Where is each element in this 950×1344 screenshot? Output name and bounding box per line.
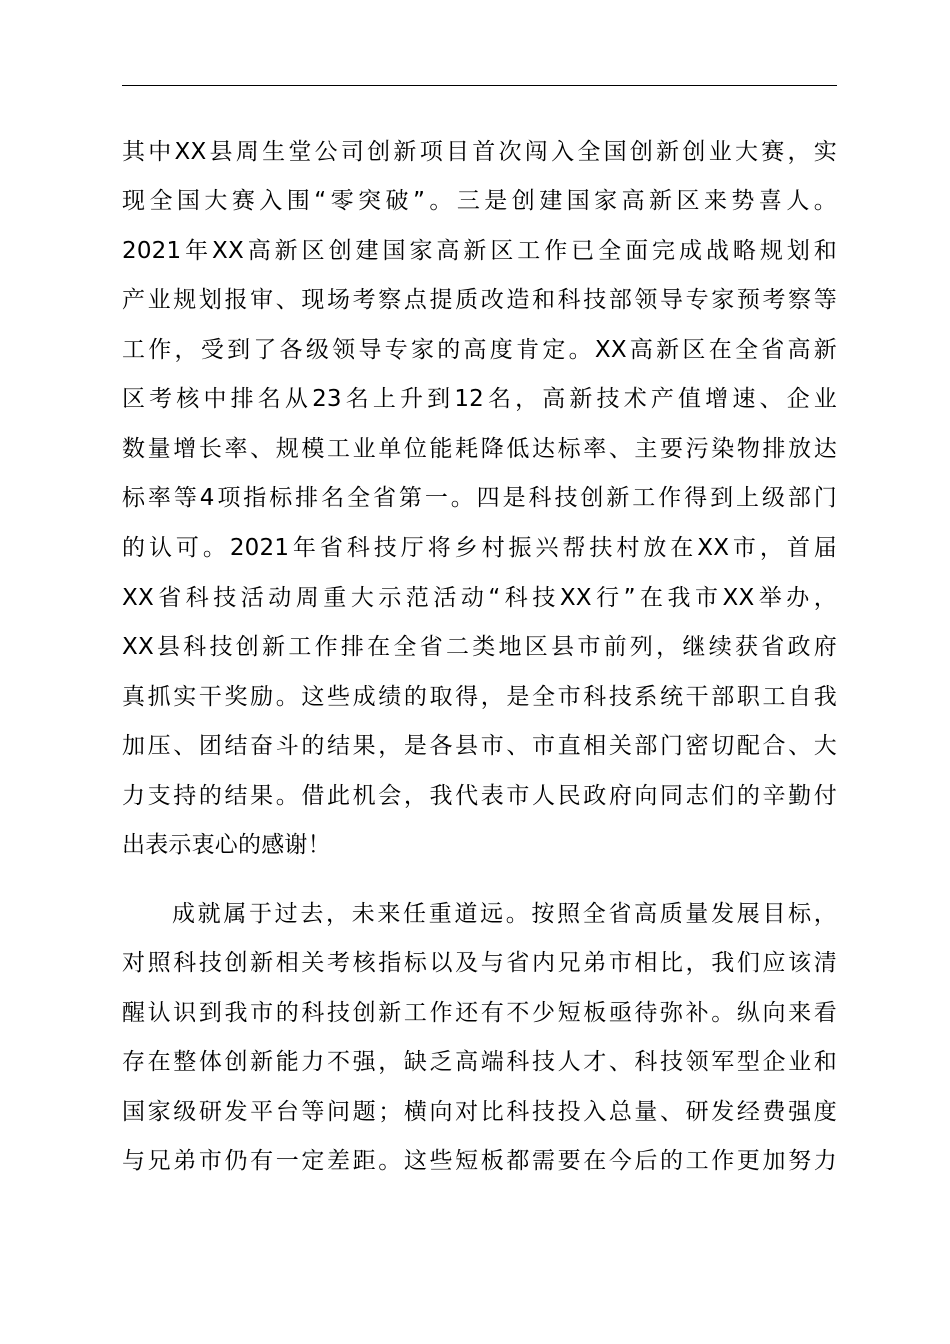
text-line: 加压、团结奋斗的结果，是各县市、市直相关部门密切配合、大 (122, 733, 837, 759)
text-line: 其中XX县周生堂公司创新项目首次闯入全国创新创业大赛，实 (122, 139, 837, 165)
header-rule (122, 85, 837, 86)
text-line: 数量增长率、规模工业单位能耗降低达标率、主要污染物排放达 (122, 436, 837, 462)
text-line: XX省科技活动周重大示范活动“科技XX行”在我市XX举办， (122, 585, 837, 611)
text-line: 的认可。2021年省科技厅将乡村振兴帮扶村放在XX市，首届 (122, 535, 837, 561)
text-line: 对照科技创新相关考核指标以及与省内兄弟市相比，我们应该清 (122, 950, 837, 976)
text-line: 成就属于过去，未来任重道远。按照全省高质量发展目标， (172, 901, 837, 927)
text-line: 真抓实干奖励。这些成绩的取得，是全市科技系统干部职工自我 (122, 684, 837, 710)
text-line: 区考核中排名从23名上升到12名，高新技术产值增速、企业 (122, 386, 837, 412)
text-line: 力支持的结果。借此机会，我代表市人民政府向同志们的辛勤付 (122, 783, 837, 809)
text-line: 出表示衷心的感谢！ (122, 832, 331, 858)
text-line: 产业规划报审、现场考察点提质改造和科技部领导专家预考察等 (122, 287, 837, 313)
text-line: 2021年XX高新区创建国家高新区工作已全面完成战略规划和 (122, 238, 837, 264)
text-line: 存在整体创新能力不强，缺乏高端科技人才、科技领军型企业和 (122, 1049, 837, 1075)
text-line: 工作，受到了各级领导专家的高度肯定。XX高新区在全省高新 (122, 337, 837, 363)
text-line: 标率等4项指标排名全省第一。四是科技创新工作得到上级部门 (122, 485, 837, 511)
text-line: XX县科技创新工作排在全省二类地区县市前列，继续获省政府 (122, 634, 837, 660)
text-line: 现全国大赛入围“零突破”。三是创建国家高新区来势喜人。 (122, 188, 837, 214)
text-line: 醒认识到我市的科技创新工作还有不少短板亟待弥补。纵向来看 (122, 1000, 837, 1026)
text-line: 与兄弟市仍有一定差距。这些短板都需要在今后的工作更加努力 (122, 1148, 837, 1174)
text-line: 国家级研发平台等问题；横向对比科技投入总量、研发经费强度 (122, 1099, 837, 1125)
